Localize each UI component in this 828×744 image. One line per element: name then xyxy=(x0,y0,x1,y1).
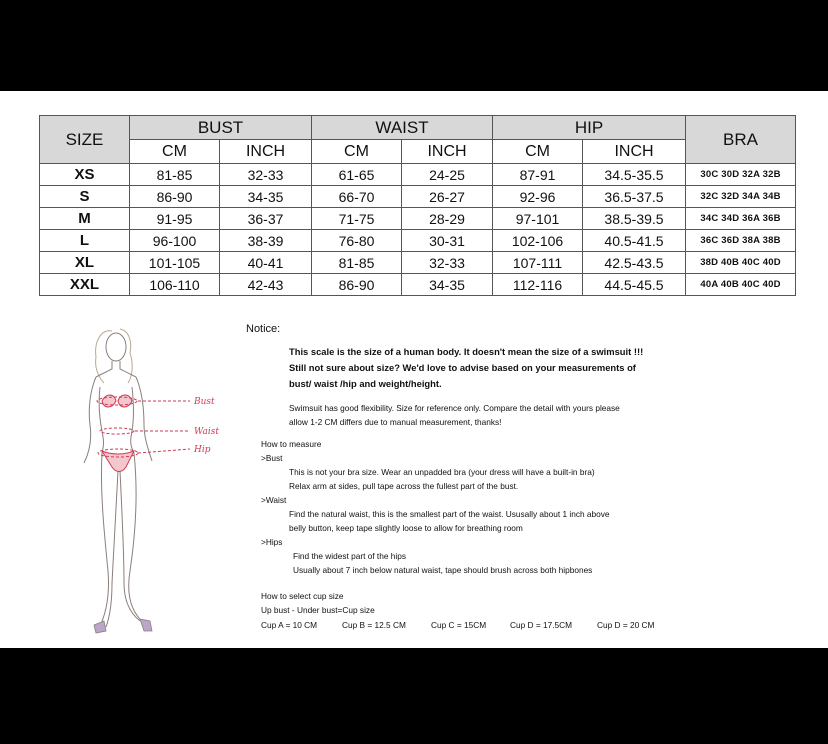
measurement-cell: 101-105 xyxy=(130,252,220,274)
cup-size-heading: How to select cup size xyxy=(261,591,344,601)
table-row xyxy=(40,208,796,230)
measurement-cell: 42.5-43.5 xyxy=(583,252,686,274)
table-row xyxy=(40,274,796,296)
size-chart-table xyxy=(39,115,796,296)
body-measurement-illustration xyxy=(60,321,240,641)
measurement-cell: 66-70 xyxy=(312,186,402,208)
size-cell: L xyxy=(40,230,130,252)
notice-bold-line: This scale is the size of a human body. It doesn't mean the size of a swimsuit !!! xyxy=(289,346,644,357)
unit-header-row xyxy=(40,140,796,164)
measurement-cell: 44.5-45.5 xyxy=(583,274,686,296)
measurement-cell: 24-25 xyxy=(402,164,493,186)
table-row xyxy=(40,230,796,252)
measurement-cell: 36.5-37.5 xyxy=(583,186,686,208)
bust-label: Bust xyxy=(194,397,215,407)
measurement-cell: 97-101 xyxy=(493,208,583,230)
size-cell: M xyxy=(40,208,130,230)
table-row xyxy=(40,252,796,274)
measurement-cell: 38-39 xyxy=(220,230,312,252)
measurement-cell: 92-96 xyxy=(493,186,583,208)
measurement-cell: 34.5-35.5 xyxy=(583,164,686,186)
table-row xyxy=(40,164,796,186)
measurement-cell: 32-33 xyxy=(220,164,312,186)
waist-heading: >Waist xyxy=(261,495,287,505)
size-chart-sheet xyxy=(0,91,828,648)
waist-instruction: belly button, keep tape slightly loose to allow for breathing room xyxy=(289,523,523,533)
measurement-cell: 28-29 xyxy=(402,208,493,230)
notice-bold-line: Still not sure about size? We'd love to advise based on your measurements of xyxy=(289,362,636,373)
hips-instruction: Usually about 7 inch below natural waist, tape should brush across both hipbones xyxy=(293,565,593,575)
cup-c-value: Cup C = 15CM xyxy=(431,620,487,630)
hip-header: HIP xyxy=(493,116,686,140)
bra-cell: 32C 32D 34A 34B xyxy=(686,186,796,208)
how-to-measure-heading: How to measure xyxy=(261,439,322,449)
unit-header: CM xyxy=(312,140,402,164)
measurement-cell: 112-116 xyxy=(493,274,583,296)
measurement-cell: 38.5-39.5 xyxy=(583,208,686,230)
measurement-cell: 76-80 xyxy=(312,230,402,252)
size-cell: XL xyxy=(40,252,130,274)
bust-header: BUST xyxy=(130,116,312,140)
waist-header: WAIST xyxy=(312,116,493,140)
waist-instruction: Find the natural waist, this is the smallest part of the waist. Ususally about 1 inch above xyxy=(289,509,610,519)
bra-cell: 34C 34D 36A 36B xyxy=(686,208,796,230)
measurement-cell: 40.5-41.5 xyxy=(583,230,686,252)
notice-title: Notice: xyxy=(246,323,281,335)
cup-a-value: Cup A = 10 CM xyxy=(261,620,318,630)
unit-header: CM xyxy=(493,140,583,164)
measurement-cell: 91-95 xyxy=(130,208,220,230)
measurement-cell: 34-35 xyxy=(402,274,493,296)
measurement-cell: 26-27 xyxy=(402,186,493,208)
measurement-cell: 106-110 xyxy=(130,274,220,296)
measurement-cell: 87-91 xyxy=(493,164,583,186)
measurement-cell: 86-90 xyxy=(312,274,402,296)
measurement-cell: 40-41 xyxy=(220,252,312,274)
unit-header: INCH xyxy=(583,140,686,164)
measurement-cell: 30-31 xyxy=(402,230,493,252)
measurement-cell: 32-33 xyxy=(402,252,493,274)
unit-header: INCH xyxy=(402,140,493,164)
size-column-header: SIZE xyxy=(40,116,130,164)
measurement-cell: 71-75 xyxy=(312,208,402,230)
measurement-cell: 34-35 xyxy=(220,186,312,208)
hip-label: Hip xyxy=(194,445,211,455)
waist-label: Waist xyxy=(194,427,219,437)
hips-heading: >Hips xyxy=(261,537,283,547)
bust-heading: >Bust xyxy=(261,453,283,463)
bust-instruction: Relax arm at sides, pull tape across the fullest part of the bust. xyxy=(289,481,519,491)
cup-b-value: Cup B = 12.5 CM xyxy=(342,620,406,630)
measurement-cell: 102-106 xyxy=(493,230,583,252)
bra-cell: 30C 30D 32A 32B xyxy=(686,164,796,186)
bra-cell: 38D 40B 40C 40D xyxy=(686,252,796,274)
notice-bold-line: bust/ waist /hip and weight/height. xyxy=(289,378,442,389)
table-row xyxy=(40,186,796,208)
bra-cell: 36C 36D 38A 38B xyxy=(686,230,796,252)
measurement-cell: 36-37 xyxy=(220,208,312,230)
measurement-cell: 61-65 xyxy=(312,164,402,186)
hips-instruction: Find the widest part of the hips xyxy=(293,551,406,561)
size-cell: XXL xyxy=(40,274,130,296)
measurement-cell: 81-85 xyxy=(312,252,402,274)
flexibility-note: allow 1-2 CM differs due to manual measurement, thanks! xyxy=(289,417,502,427)
measurement-cell: 81-85 xyxy=(130,164,220,186)
table-header-row xyxy=(40,116,796,140)
cup-d2-value: Cup D = 20 CM xyxy=(597,620,655,630)
bra-column-header: BRA xyxy=(686,116,796,164)
unit-header: INCH xyxy=(220,140,312,164)
size-cell: S xyxy=(40,186,130,208)
measurement-cell: 86-90 xyxy=(130,186,220,208)
measurement-cell: 107-111 xyxy=(493,252,583,274)
measurement-cell: 96-100 xyxy=(130,230,220,252)
flexibility-note: Swimsuit has good flexibility. Size for reference only. Compare the detail with yours please xyxy=(289,403,620,413)
measurement-cell: 42-43 xyxy=(220,274,312,296)
cup-d-value: Cup D = 17.5CM xyxy=(510,620,573,630)
cup-size-formula: Up bust - Under bust=Cup size xyxy=(261,605,375,615)
size-cell: XS xyxy=(40,164,130,186)
bust-instruction: This is not your bra size. Wear an unpadded bra (your dress will have a built-in bra) xyxy=(289,467,595,477)
unit-header: CM xyxy=(130,140,220,164)
bra-cell: 40A 40B 40C 40D xyxy=(686,274,796,296)
